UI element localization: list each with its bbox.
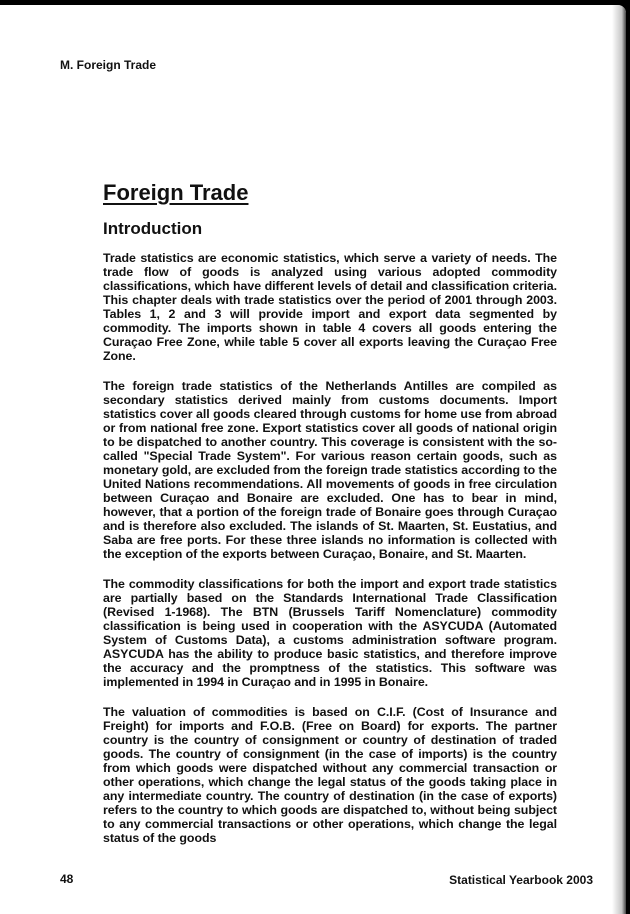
paragraph: Trade statistics are economic statistics, which serve a variety of needs. The trade flow of goods is analyzed using various adopted commodity classifications, which have different levels of detail and classification criteria. This chapter deals with trade statistics over the period of 2001 through 2003. Tables 1, 2 and 3 will provide import and export data segmented by commodity. The imports shown in table 4 covers all goods entering the Curaçao Free Zone, while table 5 cover all exports leaving the Curaçao Free Zone. <box>103 251 557 363</box>
paragraph: The foreign trade statistics of the Netherlands Antilles are compiled as secondary statistics derived mainly from customs documents. Import statistics cover all goods cleared through customs for home use from abroad or from national free zone. Export statistics cover all goods of national origin to be dispatched to another country. This coverage is consistent with the so-called "Special Trade System". For various reason certain goods, such as monetary gold, are excluded from the foreign trade statistics according to the United Nations recommendations. All movements of goods in free circulation between Curaçao and Bonaire are excluded. One has to bear in mind, however, that a portion of the foreign trade of Bonaire goes through Curaçao and is therefore also excluded. The islands of St. Maarten, St. Eustatius, and Saba are free ports. For these three islands no information is collected with the exception of the exports between Curaçao, Bonaire, and St. Maarten. <box>103 379 557 561</box>
section-heading: Introduction <box>103 219 203 238</box>
chapter-title: Foreign Trade <box>103 180 249 205</box>
document-page <box>0 5 626 914</box>
page-edge-shadow <box>612 5 626 914</box>
body-text <box>103 251 557 861</box>
running-header: M. Foreign Trade <box>60 58 157 72</box>
paragraph: The commodity classifications for both the import and export trade statistics are partially based on the Standards International Trade Classification (Revised 1-1968). The BTN (Brussels Tariff Nomenclature) commodity classification is being used in cooperation with the ASYCUDA (Automated System of Customs Data), a customs administration software program. ASYCUDA has the ability to produce basic statistics, and therefore improve the accuracy and the promptness of the statistics. This software was implemented in 1994 in Curaçao and in 1995 in Bonaire. <box>103 577 557 689</box>
paragraph: The valuation of commodities is based on C.I.F. (Cost of Insurance and Freight) for imports and F.O.B. (Free on Board) for exports. The partner country is the country of consignment or country of destination of traded goods. The country of consignment (in the case of imports) is the country from which goods were dispatched without any commercial transaction or other operations, which change the legal status of the goods taking place in any intermediate country. The country of destination (in the case of exports) refers to the country to which goods are dispatched to, without being subject to any commercial transactions or other operations, which change the legal status of the goods <box>103 705 557 845</box>
publication-title: Statistical Yearbook 2003 <box>449 873 593 887</box>
page-number: 48 <box>60 872 74 886</box>
